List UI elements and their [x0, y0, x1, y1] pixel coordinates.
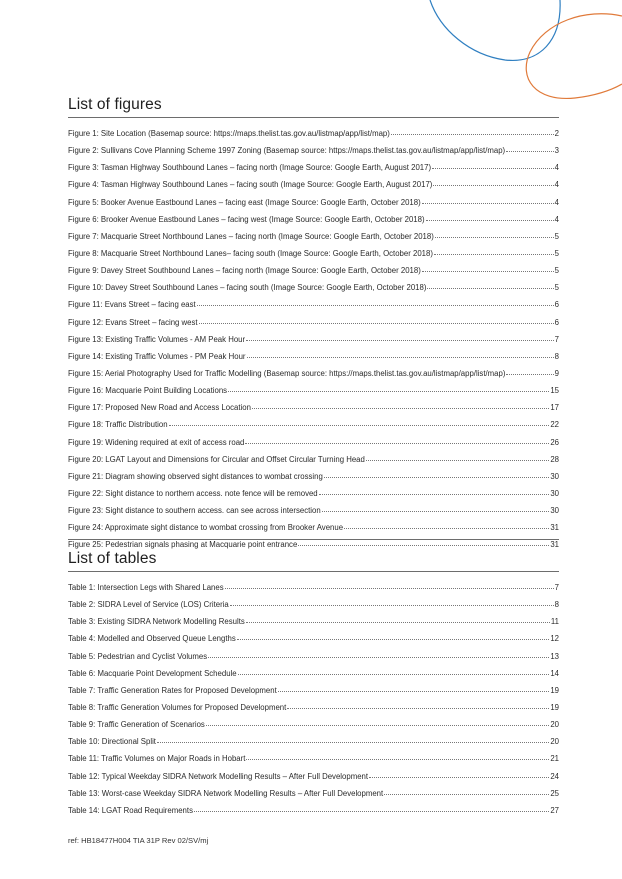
figure-entry[interactable]: [68, 198, 559, 215]
table-entry-label: Table 1: Intersection Legs with Shared Lanes: [68, 583, 224, 592]
table-entry-label: Table 7: Traffic Generation Rates for Proposed Development: [68, 685, 277, 695]
table-entry-page: 21: [550, 754, 559, 764]
dot-leader: [247, 356, 554, 358]
figure-entry-label: Figure 5: Booker Avenue Eastbound Lanes – facing east (Image Source: Google Earth, October 2018): [68, 197, 421, 207]
table-entry[interactable]: [68, 737, 559, 754]
figure-entry[interactable]: [68, 146, 559, 163]
dot-leader: [230, 604, 554, 606]
dot-leader: [319, 493, 550, 495]
orange-arc: [526, 14, 622, 99]
dot-leader: [344, 527, 549, 529]
dot-leader: [422, 270, 554, 272]
figure-entry[interactable]: [68, 163, 559, 180]
dot-leader: [324, 476, 549, 478]
dot-leader: [225, 587, 554, 589]
table-entry[interactable]: [68, 720, 559, 737]
figure-entry-page: 7: [554, 334, 559, 344]
table-entry[interactable]: [68, 600, 559, 617]
figure-entry-label: Figure 8: Macquarie Street Northbound Lanes– facing south (Image Source: Google Earth, October 2018): [68, 248, 433, 258]
figure-entry-page: 30: [550, 471, 559, 481]
dot-leader: [426, 219, 554, 221]
dot-leader: [506, 373, 553, 375]
dot-leader: [246, 758, 549, 760]
figure-entry-label: Figure 7: Macquarie Street Northbound Lanes – facing north (Image Source: Google Earth, October 2018): [68, 231, 434, 241]
tables-list: [68, 583, 559, 823]
figure-entry-page: 6: [554, 300, 559, 310]
figure-entry-label: Figure 10: Davey Street Southbound Lanes – facing south (Image Source: Google Earth, October 2018): [68, 283, 427, 293]
list-of-tables: [68, 550, 559, 823]
figure-entry[interactable]: [68, 215, 559, 232]
figure-entry-label: Figure 20: LGAT Layout and Dimensions for Circular and Offset Circular Turning Head: [68, 454, 365, 464]
figure-entry-label: Figure 17: Proposed New Road and Access Location: [68, 403, 251, 413]
figure-entry-page: 17: [550, 403, 559, 413]
table-entry-label: Table 11: Traffic Volumes on Major Roads in Hobart: [68, 754, 246, 764]
figure-entry[interactable]: [68, 523, 559, 540]
table-entry-page: 24: [550, 771, 559, 781]
table-entry-page: 13: [550, 651, 559, 661]
dot-leader: [369, 776, 549, 778]
table-entry-page: 11: [550, 617, 559, 627]
figure-entry[interactable]: [68, 283, 559, 300]
table-entry[interactable]: [68, 634, 559, 651]
dot-leader: [435, 236, 554, 238]
figure-entry[interactable]: [68, 318, 559, 335]
table-entry[interactable]: [68, 772, 559, 789]
document-reference: ref: HB18477H004 TIA 31P Rev 02/SV/mj: [68, 836, 209, 845]
dot-leader: [199, 322, 554, 324]
table-entry[interactable]: [68, 686, 559, 703]
figure-entry[interactable]: [68, 403, 559, 420]
table-entry[interactable]: [68, 789, 559, 806]
dot-leader: [432, 167, 554, 169]
figure-entry-page: 9: [554, 368, 559, 378]
table-entry-label: Table 12: Typical Weekday SIDRA Network Modelling Results – After Full Development: [68, 771, 369, 781]
table-entry-label: Table 14: LGAT Road Requirements: [68, 805, 193, 815]
figure-entry-page: 5: [554, 231, 559, 241]
table-entry[interactable]: [68, 806, 559, 823]
table-entry-label: Table 8: Traffic Generation Volumes for Proposed Development: [68, 702, 287, 712]
figure-entry[interactable]: [68, 455, 559, 472]
figure-entry-label: Figure 22: Sight distance to northern access. note fence will be removed: [68, 488, 318, 498]
figure-entry-label: Figure 2: Sullivans Cove Planning Scheme 1997 Zoning (Basemap source: https://maps.thelist.tas.gov.au/listmap/app/list/map): [68, 146, 506, 156]
dot-leader: [433, 184, 553, 186]
figure-entry-page: 31: [550, 523, 559, 533]
figure-entry[interactable]: [68, 438, 559, 455]
figure-entry[interactable]: [68, 180, 559, 197]
figure-entry-page: 15: [550, 386, 559, 396]
figure-entry[interactable]: [68, 232, 559, 249]
dot-leader: [157, 741, 549, 743]
table-entry-page: 8: [554, 600, 559, 610]
table-entry-page: 25: [550, 788, 559, 798]
table-entry[interactable]: [68, 652, 559, 669]
table-entry-page: 27: [550, 805, 559, 815]
figure-entry-label: Figure 21: Diagram showing observed sight distances to wombat crossing: [68, 471, 323, 481]
table-entry-label: Table 10: Directional Split: [68, 737, 156, 747]
figure-entry-page: 2: [554, 129, 559, 138]
figure-entry[interactable]: [68, 352, 559, 369]
figure-entry-label: Figure 9: Davey Street Southbound Lanes – facing north (Image Source: Google Earth, October 2018): [68, 266, 421, 276]
figure-entry[interactable]: [68, 300, 559, 317]
table-entry[interactable]: [68, 703, 559, 720]
figure-entry[interactable]: [68, 335, 559, 352]
dot-leader: [206, 724, 550, 726]
table-entry-page: 12: [550, 634, 559, 644]
section-divider: [68, 539, 559, 540]
figure-entry-label: Figure 3: Tasman Highway Southbound Lanes – facing north (Image Source: Google Earth, August 2017): [68, 163, 432, 173]
table-entry-page: 20: [550, 737, 559, 747]
figure-entry-page: 30: [550, 506, 559, 516]
table-entry-label: Table 2: SIDRA Level of Service (LOS) Criteria: [68, 600, 229, 610]
table-entry-page: 19: [550, 685, 559, 695]
figures-heading: List of figures: [68, 96, 559, 118]
figure-entry[interactable]: [68, 386, 559, 403]
tables-heading: List of tables: [68, 550, 559, 572]
figure-entry-page: 8: [554, 351, 559, 361]
figure-entry-label: Figure 6: Brooker Avenue Eastbound Lanes – facing west (Image Source: Google Earth, October 2018): [68, 214, 425, 224]
dot-leader: [391, 133, 554, 135]
figure-entry-page: 5: [554, 248, 559, 258]
table-entry-page: 20: [550, 720, 559, 730]
table-entry-page: 7: [554, 583, 559, 592]
blue-arc: [430, 0, 560, 60]
dot-leader: [506, 150, 554, 152]
figure-entry-page: 4: [554, 180, 559, 190]
figure-entry-page: 4: [554, 214, 559, 224]
dot-leader: [427, 287, 553, 289]
figure-entry-label: Figure 25: Pedestrian signals phasing at Macquarie point entrance: [68, 540, 298, 550]
figure-entry-page: 4: [554, 197, 559, 207]
table-entry[interactable]: [68, 669, 559, 686]
figure-entry-page: 30: [550, 488, 559, 498]
dot-leader: [366, 459, 549, 461]
figure-entry-label: Figure 11: Evans Street – facing east: [68, 300, 196, 310]
table-entry[interactable]: [68, 754, 559, 771]
figure-entry-label: Figure 16: Macquarie Point Building Locations: [68, 386, 228, 396]
figure-entry-label: Figure 13: Existing Traffic Volumes - AM Peak Hour: [68, 334, 246, 344]
figure-entry[interactable]: [68, 420, 559, 437]
figure-entry-label: Figure 18: Traffic Distribution: [68, 420, 168, 430]
dot-leader: [422, 202, 554, 204]
list-of-figures: [68, 96, 559, 558]
dot-leader: [246, 621, 550, 623]
figure-entry-label: Figure 23: Sight distance to southern access. can see across intersection: [68, 506, 321, 516]
table-entry-page: 14: [550, 668, 559, 678]
dot-leader: [384, 793, 549, 795]
dot-leader: [228, 390, 549, 392]
dot-leader: [237, 638, 550, 640]
table-entry-page: 19: [550, 702, 559, 712]
figure-entry-page: 22: [550, 420, 559, 430]
figure-entry-page: 4: [554, 163, 559, 173]
dot-leader: [287, 707, 549, 709]
dot-leader: [246, 339, 554, 341]
figure-entry-page: 5: [554, 283, 559, 293]
figure-entry-label: Figure 24: Approximate sight distance to wombat crossing from Brooker Avenue: [68, 523, 344, 533]
figure-entry-label: Figure 19: Widening required at exit of access road: [68, 437, 245, 447]
table-entry-label: Table 9: Traffic Generation of Scenarios: [68, 720, 205, 730]
figure-entry-page: 26: [550, 437, 559, 447]
dot-leader: [322, 510, 550, 512]
table-entry-label: Table 5: Pedestrian and Cyclist Volumes: [68, 651, 208, 661]
figure-entry-label: Figure 12: Evans Street – facing west: [68, 317, 198, 327]
figure-entry-page: 3: [554, 146, 559, 156]
figure-entry[interactable]: [68, 129, 559, 146]
figure-entry[interactable]: [68, 472, 559, 489]
figure-entry-label: Figure 4: Tasman Highway Southbound Lanes – facing south (Image Source: Google Earth, August 2017): [68, 180, 433, 190]
figure-entry-page: 28: [550, 454, 559, 464]
table-entry[interactable]: [68, 583, 559, 600]
figure-entry-page: 31: [550, 540, 559, 550]
dot-leader: [245, 442, 549, 444]
dot-leader: [238, 673, 550, 675]
figure-entry-label: Figure 15: Aerial Photography Used for Traffic Modelling (Basemap source: https://maps.thelist.tas.gov.au/listmap/app/list/map): [68, 368, 506, 378]
dot-leader: [278, 690, 550, 692]
dot-leader: [298, 544, 549, 546]
dot-leader: [194, 810, 549, 812]
dot-leader: [252, 407, 549, 409]
figure-entry[interactable]: [68, 506, 559, 523]
figure-entry[interactable]: [68, 249, 559, 266]
decorative-arcs: [0, 0, 622, 110]
figure-entry[interactable]: [68, 369, 559, 386]
dot-leader: [169, 424, 550, 426]
figure-entry-page: 6: [554, 317, 559, 327]
dot-leader: [197, 304, 554, 306]
figure-entry-page: 5: [554, 266, 559, 276]
table-entry[interactable]: [68, 617, 559, 634]
dot-leader: [434, 253, 554, 255]
table-entry-label: Table 3: Existing SIDRA Network Modelling Results: [68, 617, 245, 627]
table-entry-label: Table 4: Modelled and Observed Queue Lengths: [68, 634, 236, 644]
figures-list: [68, 129, 559, 558]
figure-entry-label: Figure 1: Site Location (Basemap source: https://maps.thelist.tas.gov.au/listmap/app/list/map): [68, 129, 390, 138]
figure-entry[interactable]: [68, 489, 559, 506]
figure-entry[interactable]: [68, 266, 559, 283]
dot-leader: [208, 656, 549, 658]
table-entry-label: Table 6: Macquarie Point Development Schedule: [68, 668, 237, 678]
figure-entry-label: Figure 14: Existing Traffic Volumes - PM Peak Hour: [68, 351, 246, 361]
table-entry-label: Table 13: Worst-case Weekday SIDRA Network Modelling Results – After Full Development: [68, 788, 384, 798]
